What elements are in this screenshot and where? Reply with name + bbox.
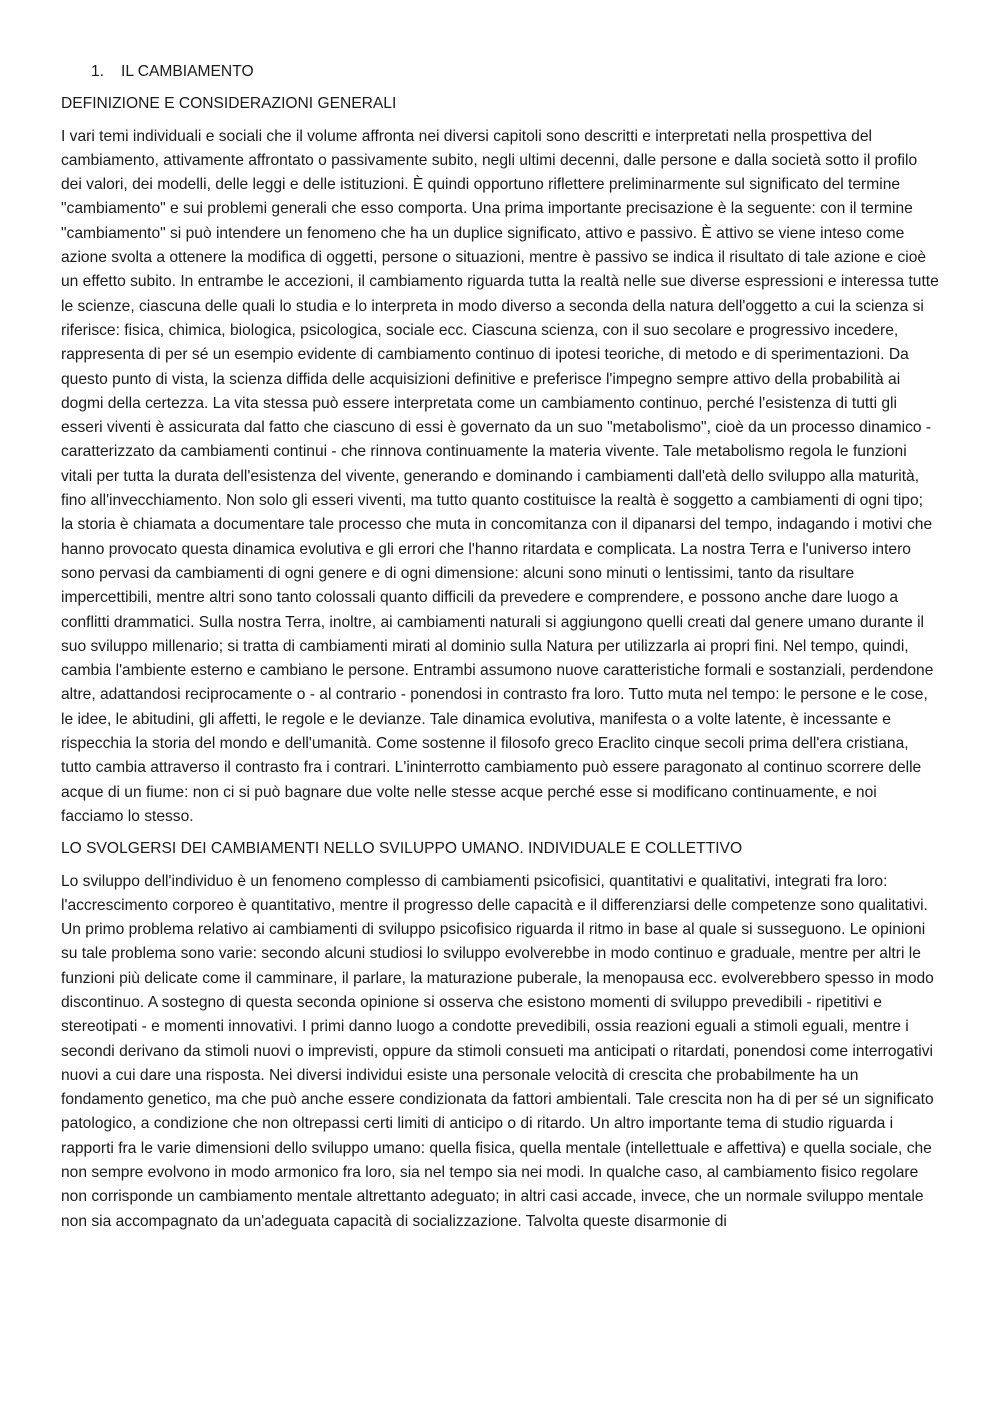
- chapter-heading: [91, 60, 939, 84]
- section-body-sviluppo: Lo sviluppo dell'individuo è un fenomeno complesso di cambiamenti psicofisici, quantitativi e qualitativi, integrati fra loro: l'accrescimento corporeo è quantitativo, mentre il progresso delle capacità e il differenziarsi delle competenze sono qualitativi. Un primo problema relativo ai cambiamenti di sviluppo psicofisico riguarda il ritmo in base al quale si susseguono. Le opinioni su tale problema sono varie: secondo alcuni studiosi lo sviluppo evolverebbe in modo continuo e graduale, mentre per altri le funzioni più delicate come il camminare, il parlare, la maturazione puberale, la menopausa ecc. evolverebbero spesso in modo discontinuo. A sostegno di questa seconda opinione si osserva che esistono momenti di sviluppo prevedibili - ripetitivi e stereotipati - e momenti innovativi. I primi danno luogo a condotte prevedibili, ossia reazioni eguali a stimoli eguali, mentre i secondi derivano da stimoli nuovi o imprevisti, oppure da stimoli consueti ma anticipati o ritardati, ponendosi come interrogativi nuovi a cui dare una risposta. Nei diversi individui esiste una personale velocità di crescita che probabilmente ha un fondamento genetico, ma che può anche essere condizionata da fattori ambientali. Tale crescita non ha di per sé un significato patologico, a condizione che non oltrepassi certi limiti di anticipo o di ritardo. Un altro importante tema di studio riguarda i rapporti fra le varie dimensioni dello sviluppo umano: quella fisica, quella mentale (intellettuale e affettiva) e quella sociale, che non sempre evolvono in modo armonico fra loro, sia nel tempo sia nei modi. In qualche caso, al cambiamento fisico regolare non corrisponde un cambiamento mentale altrettanto adeguato; in altri casi accade, invece, che un normale sviluppo mentale non sia accompagnato da un'adeguata capacità di socializzazione. Talvolta queste disarmonie di: [61, 872, 934, 1230]
- chapter-title: IL CAMBIAMENTO: [121, 63, 254, 80]
- chapter-number: 1.: [91, 63, 105, 80]
- section-title-sviluppo: LO SVOLGERSI DEI CAMBIAMENTI NELLO SVILUPPO UMANO. INDIVIDUALE E COLLETTIVO: [61, 840, 743, 858]
- section-title-definizione: DEFINIZIONE E CONSIDERAZIONI GENERALI: [61, 95, 397, 113]
- section-body-definizione: I vari temi individuali e sociali che il volume affronta nei diversi capitoli sono descritti e interpretati nella prospettiva del cambiamento, attivamente affrontato o passivamente subito, negli ultimi decenni, dalle persone e dalla società sotto il profilo dei valori, dei modelli, delle leggi e delle istituzioni. È quindi opportuno riflettere preliminarmente sul significato del termine "cambiamento" e sui problemi generali che esso comporta. Una prima importante precisazione è la seguente: con il termine "cambiamento" si può intendere un fenomeno che ha un duplice significato, attivo e passivo. È attivo se viene inteso come azione svolta a ottenere la modifica di oggetti, persone o situazioni, mentre è passivo se indica il risultato di tale azione e cioè un effetto subito. In entrambe le accezioni, il cambiamento riguarda tutta la realtà nelle sue diverse espressioni e interessa tutte le scienze, ciascuna delle quali lo studia e lo interpreta in modo diverso a seconda della natura dell'oggetto a cui la scienza si riferisce: fisica, chimica, biologica, psicologica, sociale ecc. Ciascuna scienza, con il suo secolare e progressivo incedere, rappresenta di per sé un esempio evidente di cambiamento continuo di ipotesi teoriche, di metodo e di sperimentazioni. Da questo punto di vista, la scienza diffida delle acquisizioni definitive e preferisce l'impegno sempre attivo della probabilità ai dogmi della certezza. La vita stessa può essere interpretata come un cambiamento continuo, perché l'esistenza di tutti gli esseri viventi è assicurata dal fatto che ciascuno di essi è governato da un suo "metabolismo", cioè da un processo dinamico - caratterizzato da cambiamenti continui - che rinnova continuamente la materia vivente. Tale metabolismo regola le funzioni vitali per tutta la durata dell'esistenza del vivente, generando e dominando i cambiamenti dall'età dello sviluppo alla maturità, fino all'invecchiamento. Non solo gli esseri viventi, ma tutto quanto costituisce la realtà è soggetto a cambiamenti di ogni tipo; la storia è chiamata a documentare tale processo che muta in concomitanza con il dipanarsi del tempo, indagando i motivi che hanno provocato questa dinamica evolutiva e gli errori che l'hanno ritardata e complicata. La nostra Terra e l'universo intero sono pervasi da cambiamenti di ogni genere e di ogni dimensione: alcuni sono minuti o lentissimi, tanto da risultare impercettibili, mentre altri sono tanto colossali quanto difficili da prevedere e comprendere, e possono anche dare luogo a conflitti drammatici. Sulla nostra Terra, inoltre, ai cambiamenti naturali si aggiungono quelli creati dal genere umano durante il suo sviluppo millenario; si tratta di cambiamenti mirati al dominio sulla Natura per utilizzarla ai propri fini. Nel tempo, quindi, cambia l'ambiente esterno e cambiano le persone. Entrambi assumono nuove caratteristiche formali e sostanziali, perdendone altre, adattandosi reciprocamente o - al contrario - ponendosi in contrasto fra loro. Tutto muta nel tempo: le persone e le cose, le idee, le abitudini, gli affetti, le regole e le devianze. Tale dinamica evolutiva, manifesta o a volte latente, è incessante e rispecchia la storia del mondo e dell'umanità. Come sostenne il filosofo greco Eraclito cinque secoli prima dell'era cristiana, tutto cambia attraverso il contrasto fra i contrari. L'ininterrotto cambiamento può essere paragonato al continuo scorrere delle acque di un fiume: non ci si può bagnare due volte nelle stesse acque perché esse si modificano continuamente, e noi facciamo lo stesso.: [61, 127, 939, 825]
- document-page: [61, 60, 939, 1242]
